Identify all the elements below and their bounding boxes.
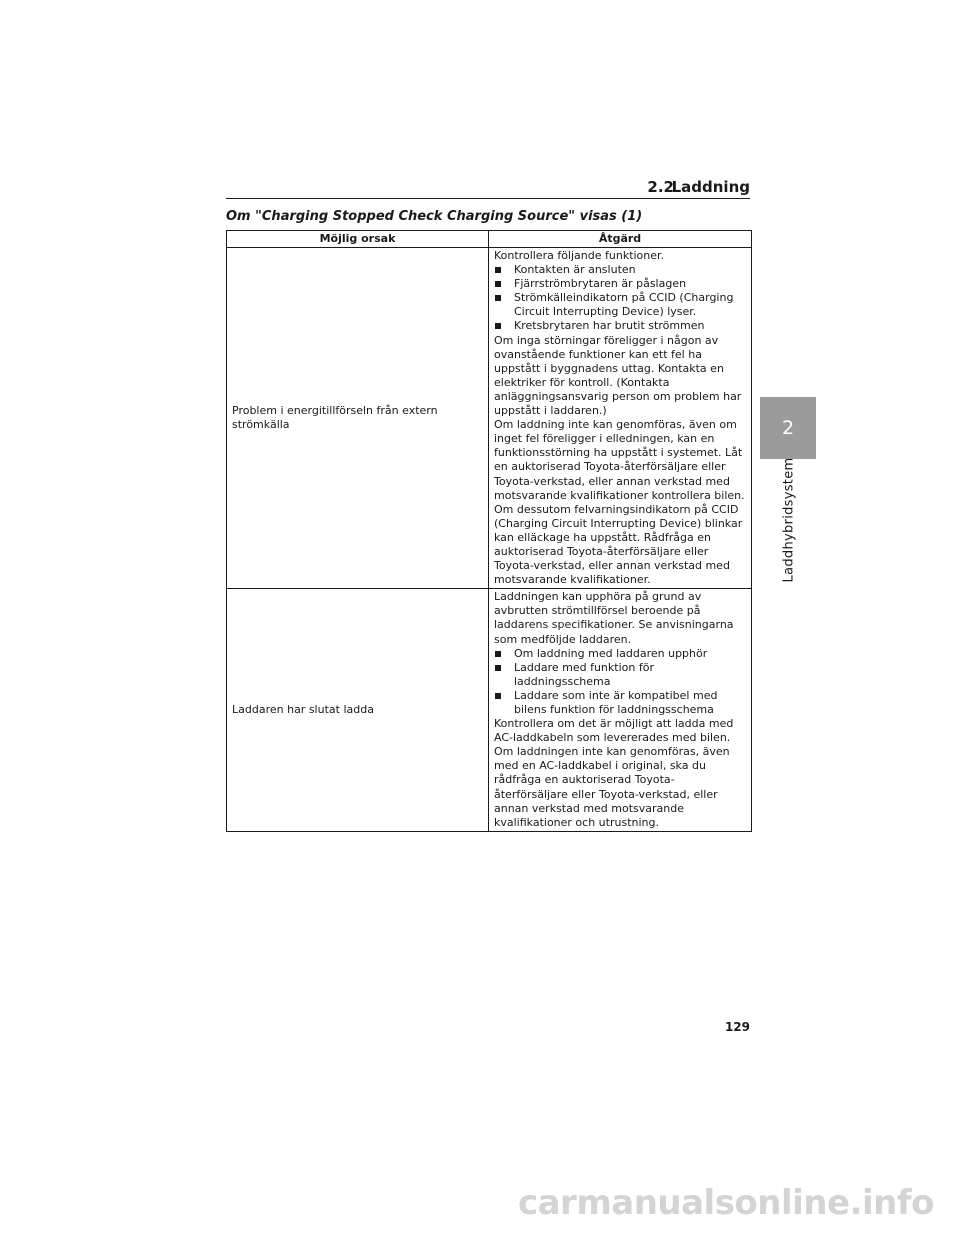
column-header-cause: Möjlig orsak <box>227 231 489 248</box>
square-bullet-icon <box>495 693 501 699</box>
action-bullet <box>494 661 746 689</box>
action-text: Kontrollera följande funktioner. <box>494 249 665 262</box>
bullet-text: Laddare med funktion för laddningsschema <box>514 660 654 688</box>
action-text: Om laddning inte kan genomföras, även om inget fel föreligger i elledningen, kan en funktionsstörning ha uppstått i systemet. Låt en auktoriserad Toyota-återförsäljare eller Toyota-verkstad, eller annan verkstad med motsvarande kvalifikationer kontrollera bilen. <box>494 418 745 502</box>
square-bullet-icon <box>495 281 501 287</box>
square-bullet-icon <box>495 267 501 273</box>
bullet-text: Kretsbrytaren har brutit strömmen <box>514 319 705 333</box>
page-number: 129 <box>724 1020 750 1034</box>
action-cell <box>489 248 752 589</box>
bullet-text: Om laddning med laddaren upphör <box>514 646 708 660</box>
action-bullet <box>494 647 746 661</box>
table-title: Om "Charging Stopped Check Charging Source" visas (1) <box>226 209 643 224</box>
table-row <box>227 248 752 589</box>
action-bullet <box>494 689 746 717</box>
bullet-text: Fjärrströmbrytaren är påslagen <box>514 277 687 291</box>
square-bullet-icon <box>495 665 501 671</box>
square-bullet-icon <box>495 323 501 329</box>
action-bullet <box>494 263 746 277</box>
action-text: Kontrollera om det är möjligt att ladda med AC-laddkabeln som levererades med bilen. Om laddningen inte kan genomföras, även med en AC-laddkabel i original, ska du rådfråga en auktoriserad Toyota-återförsäljare eller Toyota-verkstad, eller annan verkstad med motsvarande kvalifikationer och utrustning. <box>494 717 734 829</box>
chapter-tab <box>760 397 816 459</box>
bullet-text: Kontakten är ansluten <box>514 263 636 277</box>
cause-cell: Laddaren har slutat ladda <box>227 589 489 832</box>
table-row <box>227 589 752 832</box>
action-text: Om inga störningar föreligger i någon av ovanstående funktioner kan ett fel ha uppstått i byggnadens uttag. Kontakta en elektriker för kontroll. (Kontakta anläggningsansvarig person om problem har uppstått i laddaren.) <box>494 333 742 418</box>
bullet-text: Laddare som inte är kompatibel med bilens funktion för laddningsschema <box>514 688 718 716</box>
action-bullet <box>494 277 746 291</box>
square-bullet-icon <box>495 295 501 301</box>
watermark: carmanualsonline.info <box>517 1183 934 1223</box>
square-bullet-icon <box>495 651 501 657</box>
section-header <box>226 178 750 199</box>
column-header-action: Åtgärd <box>489 231 752 248</box>
action-text: Laddningen kan upphöra på grund av avbrutten strömtillförsel beroende på laddarens specifikationer. Se anvisningarna som medföljde laddaren. <box>494 590 734 646</box>
chapter-number: 2 <box>781 417 795 439</box>
action-text: Om dessutom felvarningsindikatorn på CCID (Charging Circuit Interrupting Device) blinkar kan elläckage ha uppstått. Rådfråga en auktoriserad Toyota-återförsäljare eller Toyota-verkstad, eller annan verkstad med motsvarande kvalifikationer. <box>494 502 743 587</box>
section-number: 2.2 <box>647 178 674 196</box>
section-title: Laddning <box>671 178 750 196</box>
action-bullet <box>494 319 746 333</box>
table-header-row <box>227 231 752 248</box>
troubleshooting-table <box>226 230 752 832</box>
action-cell <box>489 589 752 832</box>
chapter-label: Laddhybridsystem <box>781 457 797 583</box>
bullet-text: Strömkälleindikatorn på CCID (Charging Circuit Interrupting Device) lyser. <box>514 291 734 319</box>
cause-cell: Problem i energitillförseln från extern strömkälla <box>227 248 489 589</box>
action-bullet <box>494 291 746 319</box>
